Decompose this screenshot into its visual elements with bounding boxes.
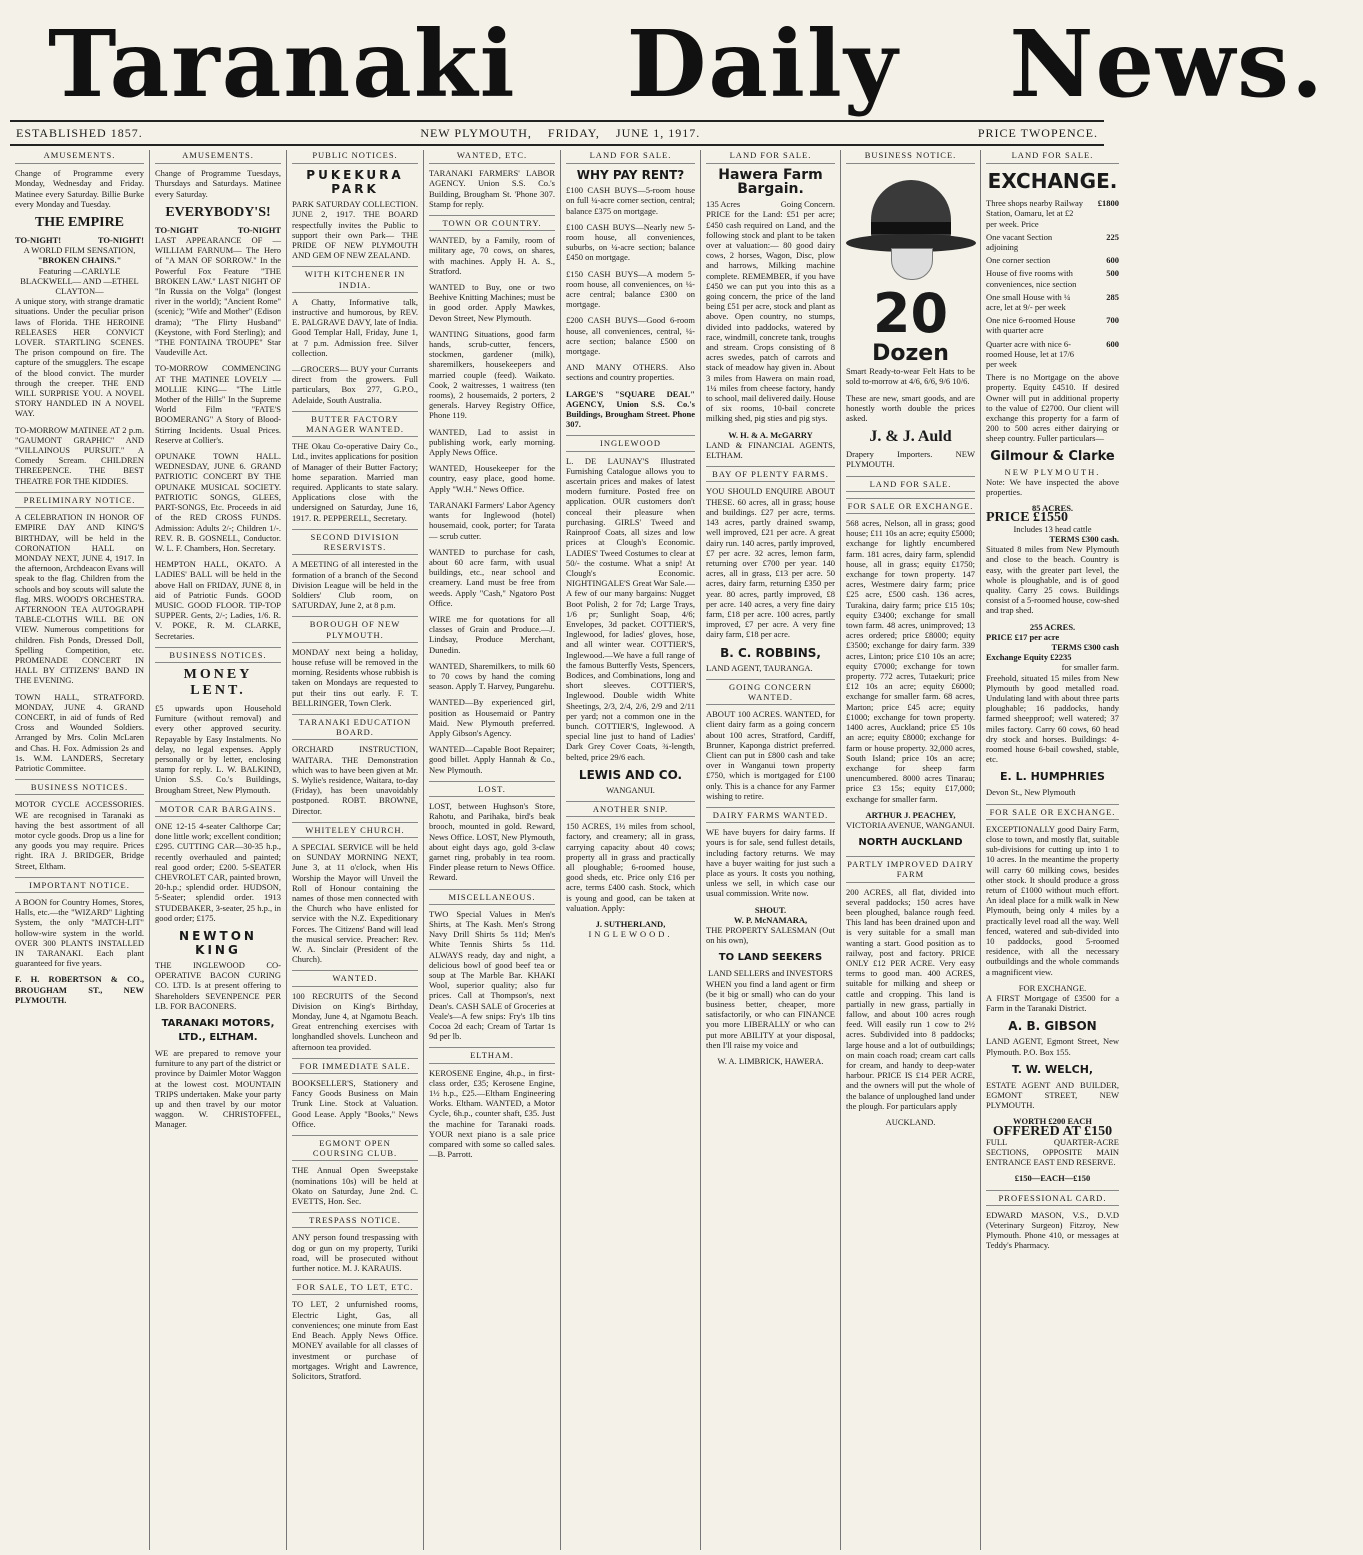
column-header: LAND FOR SALE. — [986, 150, 1119, 164]
dateline — [10, 120, 1104, 146]
listing-price: 285 — [1106, 291, 1119, 302]
exchange-listings: 568 acres, Nelson, all in grass; good house; £11 10s an acre; equity £5000; exchange for lightly encumbered farm. 181 acres, dairy farm, splendid house, all in grass; equity £1750; exchange for town property. 147 acres, Westmere dairy farm; price £25 acre, £500 cash. 136 acres, Turakina, dairy farm; price £15 10s; equity £3400; exchange for small town farm. 48 acres, unimproved; 13 acres ordered; price £8000; equity £3500; exchange for dairy farm. 339 acres, Linton; price £10 10s an acre; equity £7000; exchange for town property. 772 acres, Tutaekuri; price £12 10s an acre; equity £6000; exchange for smaller farm. 68 acres, Marton; price £45 acre; equity £1000; exchange for town property. 1400 acres, Auckland; price £5 10s an acre; equity £8000; exchange for farm or house property. 32,000 acres, South Island; price 10s an acre; exchange for sheep farm unencumbered. 8000 acres Tinarau; price £3 15s; equity £17,000; exchange for smaller farm. — [846, 518, 975, 804]
section-header: IMPORTANT NOTICE. — [15, 877, 144, 893]
robbins: B. C. ROBBINS, — [720, 645, 821, 660]
motor-cycle-ad: MOTOR CYCLE ACCESSORIES. WE are recognised in Taranaki as having the best assortment of all motor cycle goods. Drop us a line for any goods you may require. Prices right. IRA J. BRIDGER, Bridge Street, Eltham. — [15, 799, 144, 871]
column-5 — [561, 150, 701, 1550]
wanted-ad: WANTED, Sharemilkers, to milk 60 to 70 cows by hand the coming season. Apply T. Harvey, Pungarehu. — [429, 660, 555, 692]
section-header: TOWN OR COUNTRY. — [429, 215, 555, 231]
section-header: TRESPASS NOTICE. — [292, 1212, 418, 1228]
exchange-listings — [986, 198, 1119, 369]
welch-sub: ESTATE AGENT AND BUILDER, EGMONT STREET, NEW PLYMOUTH. — [986, 1079, 1119, 1111]
section-header: BUSINESS NOTICES. — [15, 779, 144, 795]
listing-row — [986, 232, 1119, 252]
mcnamara: W. P. McNAMARA, — [733, 914, 808, 925]
listing-price: 225 — [1106, 231, 1119, 242]
column-header: AMUSEMENTS. — [15, 150, 144, 164]
exchange-heading: EXCHANGE. — [987, 169, 1118, 194]
empire-story: A unique story, with strange dramatic situations. Under the peculiar prison laws of Florida. THE HEROINE RELEASES HER CONVICT LOVER. STARTLING SCENES. The prison compound on fire. The capture of the smugglers. The escape of the blood convict. The murder through the creeper. THE END WILL SURPRISE YOU. A NOVEL STORY HANDLED IN A NOVEL WAY. — [15, 296, 144, 419]
includes-cattle: Includes 13 head cattle — [1013, 523, 1092, 534]
listing-row — [986, 292, 1119, 312]
column-8 — [981, 150, 1124, 1550]
column-7 — [841, 150, 981, 1550]
section-header: BUSINESS NOTICES. — [155, 647, 281, 663]
listing-price: 600 — [1106, 338, 1119, 349]
newton-king: NEWTON KING — [179, 929, 257, 957]
north-auckland: NORTH AUCKLAND — [858, 837, 963, 849]
felt-hat-illustration — [846, 170, 976, 280]
motor-car-bargains: ONE 12-15 4-seater Calthorpe Car; done little work; excellent condition; £295. CUTTING CAR—30-35 h.p., recently overhauled and painted; real good order; £200. 5-SEATER CHEVROLET CAR, painted brown, 20-h.p.; splendid order. HUDSON, 5-Seater; splendid order. 1913 STUDEBAKER, 3-seater, 25 h.p., in good order; £175. — [155, 820, 281, 923]
empire-venue: THE EMPIRE — [34, 215, 125, 231]
humphries-sub: Devon St., New Plymouth — [986, 787, 1076, 798]
dairy-farms-body: WE have buyers for dairy farms. If yours is for sale, send fullest details, including factory returns. We may have a buyer waiting for just such a place as yours. It costs you nothing, unless we sell, in which case our usual commission. Write now. — [706, 827, 835, 899]
hempton-ball: HEMPTON HALL, OKATO. A LADIES' BALL will be held in the above Hall on FRIDAY, JUNE 8, in aid of Patriotic Funds. GOOD MUSIC. GOOD FLOOR. TIP-TOP SUPPER. Gents, 2/-; Ladies, 1/6. R. V. POKE, R. M. CLARKE, Secretaries. — [155, 559, 281, 641]
section-header: PROFESSIONAL CARD. — [986, 1190, 1119, 1206]
everybodys-venue: EVERYBODY'S! — [165, 204, 271, 220]
wanted-ad: WANTING Situations, good farm hands, scrub-cutter, fencers, stockmen, gardener (milk), sharemilkers, housekeepers and married couple (feed). Waikato. Cook, 2 waitresses, 1 waitress (ten rooms), 2 housemaids, 2 porters, 2 generals. Harvey Registry Office, Phone 119. — [429, 328, 555, 421]
auld-heading: J. & J. Auld — [869, 428, 952, 446]
taranaki-motors-body: WE are prepared to remove your furniture to any part of the district or province by Daimler Motor Waggon at the lowest cost. MOUNTAIN TRIPS undertaken. Make your party up and then travel by our motor waggon. W. CHRISTOFFEL, Manager. — [155, 1048, 281, 1130]
everybodys-last: LAST APPEARANCE OF —WILLIAM FARNUM— The Hero of "A MAN OF SORROW." In the Powerful Fox Feature "THE BROKEN LAW." LAST NIGHT OF "In Russia on the Volga" (longest river in the world); "Ancient Rome" (scenic); "Wife and Mother" (Edison drama); "The Flirty Husband" (Keystone, with Ford Sterling); and "THE FONTAINA TROUPE" Star Vaudeville Act. — [155, 235, 281, 358]
section-header: ELTHAM. — [429, 1047, 555, 1063]
section-header: EGMONT OPEN COURSING CLUB. — [292, 1135, 418, 1161]
lewis-location: WANGANUI. — [606, 784, 655, 795]
column-header: LAND FOR SALE. — [706, 150, 835, 164]
eltham-ads: KEROSENE Engine, 4h.p., in first-class order, £35; Kerosene Engine, 1½ h.p., £25.—Eltham Engineering Works. Eltham. WANTED, a Motor Cycle, 6h.p., counter shaft, £35. Just the machine for Taranaki roads. YOUR next piano is a sale price compared with some so called sales.—B. Parrott. — [429, 1067, 555, 1160]
tonight-left: TO-NIGHT — [155, 224, 199, 235]
empire-tomorrow: TO-MORROW MATINEE AT 2 p.m. "GAUMONT GRAPHIC" AND "VILLAINOUS PURSUIT." A Comedy Scream. CHILDREN THREEPENCE. THE BEST THEATRE FOR THE KIDDIES. — [15, 424, 144, 486]
money-lent-heading: MONEY LENT. — [183, 666, 253, 698]
wanted-ad: TARANAKI Farmers' Labor Agency wants for Inglewood (hotel) housemaid, cook, porter; for Tarata — scrub cutter. — [429, 499, 555, 541]
another-snip: 150 ACRES, 1½ miles from school, factory, and creamery; all in grass, carrying capacity about 40 cows; property all in grass and practically all ploughable; 6-roomed house, good sheds, etc. Price only £16 per acre, terms £400 cash. Stock, which is young and good, can be taken at valuation. Apply: — [566, 821, 695, 913]
bay-of-plenty-listings: YOU SHOULD ENQUIRE ABOUT THESE. 60 acres, all in grass; house and buildings. £27 per acre, terms. 143 acres, partly drained swamp, well improved, £21 per acre. A great dairy run. 140 acres, partly improved, £7 per acre. 32 acres, lemon farm, returning over £700 per year. 140 acres, all in grass, £13 per acre. 50 acres, dairy farm, returning £350 per year. 80 acres, partly improved, £8 per acre. 140 acres, a very fine dairy farm, £18 per acre. 100 acres, partly improved, £7 per acre. A very fine dairy farm, £18 per acre. — [706, 486, 835, 640]
peachey: ARTHUR J. PEACHEY, — [865, 809, 956, 820]
listing-label: One small House with ¼ acre, let at 9/- per week — [986, 291, 1071, 313]
gilmour-clarke: Gilmour & Clarke — [990, 448, 1115, 464]
section-header: MOTOR CAR BARGAINS. — [155, 801, 281, 817]
price: PRICE TWOPENCE. — [977, 125, 1098, 140]
land-listing: £100 CASH BUYS—5-room house on full ¼-acre corner section, central; balance £375 on mortgage. — [566, 185, 695, 216]
listing-price: 500 — [1106, 268, 1119, 279]
grocers-ad: —GROCERS— BUY your Currants direct from the growers. Full particulars, Box 277, G.P.O., Adelaide, South Australia. — [292, 364, 418, 405]
terms-300b: TERMS £300 cash — [1051, 641, 1119, 652]
coursing-club: THE Annual Open Sweepstake (nominations 10s) will be held at Okato on Saturday, June 2nd. C. EVETTS, Hon. Sec. — [292, 1165, 418, 1207]
opunake-concert: OPUNAKE TOWN HALL. WEDNESDAY, JUNE 6. GRAND PATRIOTIC CONCERT BY THE OPUNAKE MUSICAL SOCIETY. PATRIOTIC SONGS, GLEES, PART-SONGS, Etc. Proceeds in aid of the RED CROSS FUNDS. Admission: Adults 2/-; Children 1/-. REV. R. B. GOSNELL, Conductor. W. L. F. Chambers, Hon. Secretary. — [155, 451, 281, 553]
exchange-equity: Exchange Equity £2235 — [986, 652, 1072, 663]
land-listing: £150 CASH BUYS—A modern 5-room house, all conveniences, on ¼-acre central; balance £300 on mortgage. — [566, 268, 695, 310]
hawera-row — [706, 199, 835, 209]
section-header: GOING CONCERN WANTED. — [706, 679, 835, 705]
section-header: ANOTHER SNIP. — [566, 801, 695, 817]
hats-note: These are new, smart goods, and are honestly worth double the prices asked. — [846, 392, 975, 424]
miscellaneous-ads: TWO Special Values in Men's Shirts, at The Kash. Men's Strong Navy Drill Shirts 5s 11d; Men's White Tennis Shirts 5s 11d. ALWAYS ready, day and night, a delicious bowl of good beef tea or soup at The Marble Bar. KHAKI Wool, superior quality; also fur prices. Call at Thompson's, next Dean's. CASH SALE of Groceries at Veale's—A few snips: Fry's 1lb tins Cocoa 2d each; Cream of Tartar 1s 9d per lb. — [429, 908, 555, 1042]
partly-improved-body: 200 ACRES, all flat, divided into several paddocks; 150 acres have been ploughed, balance rough feed. This land has been drained upon and is very suitable for a small man wanting a start. Good position as to railway, post and factory. PRICE ONLY £12 PER ACRE. Very easy terms to good man. 400 ACRES, suitable for milking and sheep or cattle and cropping. This land is partially in new grass, partially in fallow, and about 100 acres rough feed. Will easily run 1 cow to 2½ acres. Subdivided into 8 paddocks; large house and a lot of outbuildings; on main coach road; cream cart calls for cream, and handy to deep-water harbour. PRICE IS £14 PER ACRE, and the owners will put the whole of the balance of unploughed land under the plough. For particulars apply — [846, 886, 975, 1111]
listing-price: 600 — [1106, 255, 1119, 266]
masthead-word-2: Daily — [626, 10, 900, 118]
section-header: BOROUGH OF NEW PLYMOUTH. — [292, 616, 418, 642]
section-header: INGLEWOOD — [566, 435, 695, 451]
empire-tonight — [15, 235, 144, 245]
recruits-wanted: 100 RECRUITS of the Second Division on King's Birthday, Monday, June 4, at Ngamotu Beach. Great entrenching exercises with longhandled shovels. Luncheon and afternoon tea provided. — [292, 990, 418, 1052]
worth-200: WORTH £200 EACH — [1012, 1116, 1093, 1127]
masthead — [10, 8, 1326, 120]
empire-cast: Featuring —CARLYLE BLACKWELL— AND —ETHEL CLAYTON— — [20, 265, 139, 297]
tonight-right: TO-NIGHT — [237, 224, 281, 235]
section-header: LAND FOR SALE. — [846, 476, 975, 492]
land-seekers: TO LAND SEEKERS — [718, 952, 823, 964]
wanted-ad: WIRE me for quotations for all classes of Grain and Produce.—J. Lindsay, Produce Merchant, Dunedin. — [429, 613, 555, 655]
terms-300: TERMS £300 cash. — [1049, 533, 1119, 544]
everybodys-tomorrow: TO-MORROW COMMENCING AT THE MATINEE LOVELY —MOLLIE KING— "The Little Mother of the Hills" In the Supreme World Film "FATE'S BOOMERANG" A Story of Blood-Stirring Incidents. Usual Prices. Reserve at Collier's. — [155, 363, 281, 445]
first-mortgage: A FIRST Mortgage of £3500 for a Farm in the Taranaki District. — [986, 993, 1119, 1014]
taranaki-motors: TARANAKI MOTORS, LTD., ELTHAM. — [161, 1018, 275, 1044]
tonight-right: TO-NIGHT! — [97, 235, 144, 246]
auckland-sign: AUCKLAND. — [885, 1117, 936, 1127]
listing-price: £1800 — [1097, 198, 1119, 209]
section-header: FOR SALE, TO LET, ETC. — [292, 1279, 418, 1295]
hawera-farm-bargain: Hawera Farm Bargain. — [718, 167, 823, 198]
section-header: MISCELLANEOUS. — [429, 889, 555, 905]
column-6 — [701, 150, 841, 1550]
column-header: AMUSEMENTS. — [155, 150, 281, 164]
column-3 — [287, 150, 424, 1550]
column-header: WANTED, ETC. — [429, 150, 555, 164]
empire-sensation: A WORLD FILM SENSATION, — [23, 245, 136, 256]
limbrick: W. A. LIMBRICK, HAWERA. — [717, 1056, 824, 1067]
bacon-curing: THE INGLEWOOD CO-OPERATIVE BACON CURING CO. LTD. Is at present offering to Shareholders SEVENPENCE PER LB. FOR BACONERS. — [155, 960, 281, 1011]
stratford-concert: TOWN HALL, STRATFORD. MONDAY, JUNE 4. GRAND CONCERT, in aid of funds of Red Cross and Wounded Soldiers. Arranged by Mrs. Colin McLaren and Chas. H. Fox. Admission 2s and 1s. W.M. LANDERS, Secretary Patriotic Committee. — [15, 691, 144, 773]
pukekura-park: PUKEKURA PARK — [306, 168, 404, 197]
listing-row — [986, 198, 1119, 229]
section-header: SECOND DIVISION RESERVISTS. — [292, 529, 418, 555]
inglewood-ads: L. DE LAUNAY'S Illustrated Furnishing Catalogue allows you to ascertain prices and makes of latest modern furniture. Posted free on application. OUR customers don't conceal their pleasure when purchasing. GIRLS' Tweed and Rainproof Coats, all sizes and low prices at Clough's Economic. LADIES' Tweed Costumes to clear at 50/- the costume. What a snip! At Clough's Economic. NIGHTINGALE'S Great War Sale.—A few of our many bargains: Nugget Boot Polish, 2 for 7d; Large Trays, 1/6 pr; Sunlight Soap, 4/6; Envelopes, 3d packet. COTTIER'S, Inglewood, for ladies' gloves, hose, and all winter wear. COTTIER'S, Inglewood.—We have a full range of the famous Butterfly Vests, Spencers, Bodices, and Combinations, long and short sleeves. COTTIER'S, Inglewood. Double width White Sheetings, 2/3, 2/4, 2/6, 2/9 and 2/11 per yard; not a common one in the bunch. COTTIER'S, Inglewood. A special line just to hand of Ladies' Dark Grey Cover Coats, ¾-length, belted, price 29/6 each. — [566, 455, 695, 762]
for-smaller-farm: for smaller farm. — [1061, 662, 1119, 673]
masthead-word-1: Taranaki — [48, 10, 517, 118]
column-header: BUSINESS NOTICE. — [846, 150, 975, 164]
empire-day-celebration: A CELEBRATION IN HONOR OF EMPIRE DAY AND KING'S BIRTHDAY, will be held in the CORONATION HALL on MONDAY NEXT, JUNE 4, 1917. In the afternoon, Archdeacon Evans will speak to the flag. Children from the schools and boy scouts will salute the flag. MRS. WOOD'S ORCHESTRA. AFTERNOON TEA AUTOGRAPH TABLE-CLOTHS WILL BE ON VIEW. Numerous competitions for children. Fish Ponds, Dressed Doll, Spelling Competition, etc. PROMENADE CONCERT IN HALL BY CITIZENS' BAND IN THE EVENING. — [15, 512, 144, 686]
section-header: WHITELEY CHURCH. — [292, 822, 418, 838]
hawera-acres: 135 Acres — [706, 199, 741, 210]
columns — [10, 150, 1119, 1550]
section-header: BAY OF PLENTY FARMS. — [706, 466, 835, 482]
hawera-concern: Going Concern. — [780, 199, 835, 210]
wanted-ad: WANTED to purchase for cash, about 60 acre farm, with usual buildings, etc., near school and creamery. Land must be free from weeds. Apply "Cash," Ngatoro Post Office. — [429, 546, 555, 608]
land-listing: £200 CASH BUYS—Good 6-room house, all conveniences, central, ¼-acre section; balance £500 on mortgage. — [566, 315, 695, 357]
reservists-ad: A MEETING of all interested in the formation of a branch of the Second Division League will be held in the Soldiers' Club room, on SATURDAY, June 2, at 8 p.m. — [292, 559, 418, 611]
quarter-acre: FULL QUARTER-ACRE SECTIONS, OPPOSITE MAIN ENTRANCE EAST END RESERVE. — [986, 1136, 1119, 1168]
issue-place: NEW PLYMOUTH, — [420, 125, 532, 140]
acres-255: 255 ACRES. — [1029, 621, 1076, 632]
offered-150: OFFERED AT £150 — [992, 1123, 1113, 1139]
section-header: LOST. — [429, 781, 555, 797]
listing-row — [986, 268, 1119, 288]
gilmour-note: Note: We have inspected the above properties. — [986, 476, 1119, 498]
listing-label: One nice 6-roomed House with quarter acre — [986, 315, 1076, 336]
exchange-notes: There is no Mortgage on the above property. Equity £4510. If desired Owner will put in additional property to the value of £2700. Our client will exchange this property for a farm of 200 to 500 acres either dairying or sheep country. Fuller particulars— — [986, 372, 1119, 444]
shout: SHOUT. — [754, 904, 787, 915]
butter-factory-ad: THE Okau Co-operative Dairy Co., Ltd., invites applications for position of Manager of their Butter Factory; home separation. Married man required. Applicants to state salary. Applications close with the undersigned on Saturday, June 16, 1917. R. PEPPERELL, Secretary. — [292, 441, 418, 523]
acres-85-body: Situated 8 miles from New Plymouth and close to the beach. Country is easy, with the greater part level, the whole is ploughable, and is of good quality. Carry 25 cows. Buildings consist of a 5-roomed house, cow-shed and trap shed. — [986, 544, 1119, 616]
sutherland: J. SUTHERLAND, — [595, 919, 666, 929]
twenty-number: 20 — [872, 282, 949, 346]
wanted-ad: WANTED to Buy, one or two Beehive Knitting Machines; must be in good order. Apply Mawkes, Devon Street, New Plymouth. — [429, 282, 555, 323]
trespass-notice: ANY person found trespassing with dog or gun on my property, Turiki road, will be prosecuted without further notice. M. J. KARAUIS. — [292, 1232, 418, 1274]
humphries: E. L. HUMPHRIES — [1000, 770, 1105, 784]
lost-ads: LOST, between Hughson's Store, Rahotu, and Parihaka, bird's beak brooch, mounted in gold. Reward, News Office. LOST, New Plymouth, about eight days ago, gold 3-claw garnet ring, probably in tea room. Finder please return to News Office. Reward. — [429, 800, 555, 883]
column-4 — [424, 150, 561, 1550]
listing-row — [986, 339, 1119, 370]
hats-ad: Smart Ready-to-wear Felt Hats to be sold to-morrow at 4/6, 6/6, 9/6 10/6. — [846, 366, 975, 387]
section-header: PARTLY IMPROVED DAIRY FARM — [846, 856, 975, 882]
mcgarry-sub: LAND & FINANCIAL AGENTS, ELTHAM. — [706, 439, 835, 461]
section-header: PRELIMINARY NOTICE. — [15, 492, 144, 508]
mcnamara-sub: THE PROPERTY SALESMAN (Out on his own), — [706, 925, 835, 946]
wanted-ad: WANTED—By experienced girl, position as Housemaid or Pantry Maid. New Plymouth preferred. Apply Gibson's Agency. — [429, 697, 555, 738]
robbins-sub: LAND AGENT, TAURANGA. — [706, 662, 813, 673]
acres-85: 85 ACRES. — [1031, 503, 1074, 514]
listing-label: House of five rooms with conveniences, nice section — [986, 268, 1077, 289]
section-header: WANTED. — [292, 970, 418, 986]
listing-label: Quarter acre with nice 6-roomed House, let at 17/6 per week — [986, 338, 1075, 370]
established: ESTABLISHED 1857. — [16, 125, 143, 140]
each-150: £150—EACH—£150 — [1014, 1173, 1091, 1184]
empire-intro: Change of Programme every Monday, Wednesday and Friday. Matinee every Saturday. Billie Burke every Monday and Tuesday. — [15, 168, 144, 209]
farmers-agency: TARANAKI FARMERS' LABOR AGENCY. Union S.S. Co.'s Building, Brougham St. 'Phone 307. Stamp for reply. — [429, 168, 555, 209]
mcgarry: W. H. & A. McGARRY — [728, 429, 813, 440]
peachey-sub: VICTORIA AVENUE, WANGANUI. — [846, 819, 975, 830]
auld-sub: Drapery Importers. NEW PLYMOUTH. — [846, 449, 975, 470]
section-header: FOR SALE OR EXCHANGE. — [986, 804, 1119, 820]
land-listing: £100 CASH BUYS—Nearly new 5-room house, all conveniences, suburbs, on ¼-acre section; balance £450 on mortgage. — [566, 221, 695, 263]
going-concern-body: ABOUT 100 ACRES. WANTED, for client dairy farm as a going concern about 100 acres, Stratford, Cardiff, Brunner, Kaponga district preferred. Client can put in £800 cash and take over in Wanganui town property £750, which is mortgaged for £100 only. This is a chance for any Farmer wishing to retire. — [706, 709, 835, 801]
immediate-sale: BOOKSELLER'S, Stationery and Fancy Goods Business on Main Trunk Line. Stock at Valuation. Good Lease. Apply "Books," News Office. — [292, 1078, 418, 1129]
wanted-ad: WANTED, by a Family, room of military age, 70 cows, on shares, with machines. Apply H. A. S., Stratford. — [429, 235, 555, 276]
masthead-word-3: News. — [1009, 10, 1326, 118]
hawera-body: PRICE for the Land: £51 per acre; £450 cash required on Land, and the following stock and plant to be taken over at valuation:— 80 good dairy cows, 2 horses, Wagon, Disc, plow and harrows, Milking machine complete. REMEMBER, if you have £450 we can put you into this as a going concern, the price of the land being £51 per acre, stock and plant as above. Open country, no stumps, divided into paddocks, watered by race, windmill, concrete tank, troughs and stream. Crops consisting of 8 acres swedes, patch of carrots and stack of meadow hay given in. About 3 miles from Hawera on main road, 1¼ miles from cheese factory, handy to school, mail delivered daily. House of six rooms, 10-bail concrete milking shed, pig sties and pig stys. — [706, 209, 835, 424]
gibson-sub: LAND AGENT, Egmont Street, New Plymouth. P.O. Box 155. — [986, 1036, 1119, 1057]
wanted-ad: WANTED, Lad to assist in publishing work, early morning. Apply News Office. — [429, 426, 555, 458]
land-seekers-body: WHEN you find a land agent or firm (be it big or small) who can do your business better, cheaper, more satisfactorily, or who can FINANCE you more LIBERALLY or who can put more ABILITY at your disposal, then I'll raise my voice and — [706, 978, 835, 1050]
listing-row — [986, 315, 1119, 335]
lewis-and-co: LEWIS AND CO. — [578, 767, 683, 782]
dozen-label: Dozen — [872, 341, 949, 367]
large-agency: LARGE'S "SQUARE DEAL" AGENCY, Union S.S. Co.'s Buildings, Brougham Street. Phone 307. — [566, 388, 695, 430]
land-sellers: LAND SELLERS and INVESTORS — [708, 968, 833, 979]
price-17: PRICE £17 per acre — [986, 631, 1060, 642]
listing-label: One corner section — [986, 255, 1051, 266]
to-let-ads: TO LET, 2 unfurnished rooms, Electric Light, Gas, all conveniences; one minute from East End Beach. Apply News Office. MONEY available for all classes of investment or purchase of mortgages. Wright and Lawrence, Solicitors, Stratford. — [292, 1299, 418, 1381]
column-header: PUBLIC NOTICES. — [292, 150, 418, 164]
section-header: FOR SALE OR EXCHANGE. — [846, 498, 975, 514]
money-lent-body: £5 upwards upon Household Furniture (without removal) and every other approved security. Repayable by Easy Instalments. No delay, no legal expenses. Apply personally or by letter, enclosing stamp for reply. L. W. BALKIND, Union S.S. Co.'s Buildings, Brougham Street, New Plymouth. — [155, 702, 281, 795]
section-header: WITH KITCHENER IN INDIA. — [292, 266, 418, 292]
exchange-2-body: EXCEPTIONALLY good Dairy Farm, close to town, and mostly flat, suitable sub-divisions for cutting up into 1 to 10 acres. In the meantime the property will carry 60 milking cows, besides other stock. It should produce a gross return of £1000 without much effort. An ideal place for a milk walk in New Plymouth, being only 4 miles by a practically level road all the way. Well fenced, watered and sub-divided into 10 paddocks, good 5-roomed residence, with all the necessary outbuildings and the whole commands a magnificent view. — [986, 823, 1119, 977]
gibson: A. B. GIBSON — [1008, 1019, 1097, 1034]
listing-row — [986, 255, 1119, 265]
issue-day: FRIDAY, — [547, 125, 600, 140]
tonight-left: TO-NIGHT! — [15, 235, 62, 246]
welch: T. W. WELCH, — [1011, 1062, 1094, 1076]
price-1550: PRICE £1550 — [986, 510, 1069, 526]
listing-label: One vacant Section adjoining — [986, 231, 1053, 253]
india-talk: A Chatty, Informative talk, instructive and humorous, by REV. E. PALGRAVE DAVY, late of India. Good Templar Hall, Friday, June 1, at 7 p.m. Admission free. Silver collection. — [292, 296, 418, 358]
mason-card: EDWARD MASON, V.S., D.V.D (Veterinary Surgeon) Fitzroy, New Plymouth. Phone 410, or messages at Teddy's Pharmacy. — [986, 1209, 1119, 1251]
whiteley-church: A SPECIAL SERVICE will be held on SUNDAY MORNING NEXT, June 3, at 11 o'clock, when His Worship the Mayor will Unveil the Roll of Honour containing the names of those men connected with the Church who have enlisted for service with the N.Z. Expeditionary Forces. The Citizens' Band will lead the musical service. Preacher: Rev. W. A. Sinclair (President of the Church). — [292, 841, 418, 965]
acres-255-body: Freehold, situated 15 miles from New Plymouth by good metalled road. Undulating land with about three parts ploughable; 16 paddocks, handy farmed sheepproof; well watered; 37 miles factory. Carry 60 cows, 60 head dry stock and horses. Buildings: 4-roomed house 6-bail cowshed, stable, etc. — [986, 672, 1119, 765]
issue-day-date: JUNE 1, 1917. — [615, 125, 701, 140]
wanted-ad: WANTED—Capable Boot Repairer; good billet. Apply Hannah & Co., New Plymouth. — [429, 744, 555, 775]
sutherland-location: INGLEWOOD. — [588, 929, 673, 940]
park-collection: PARK SATURDAY COLLECTION. JUNE 2, 1917. THE BOARD respectfully invites the Public to support their own Park— THE PRIDE OF NEW PLYMOUTH AND GEM OF NEW ZEALAND. — [292, 199, 418, 261]
section-header: DAIRY FARMS WANTED. — [706, 807, 835, 823]
many-others: AND MANY OTHERS. Also sections and country properties. — [566, 362, 695, 383]
column-1 — [10, 150, 150, 1550]
wizard-lighting-ad: A BOON for Country Homes, Stores, Halls, etc.—the "WIZARD" Lighting System, the only "MATCH-LIT" hollow-wire system in the world. OVER 300 PLANTS INSTALLED IN TARANAKI. Each plant guaranteed for five years. — [15, 897, 144, 969]
column-header: LAND FOR SALE. — [566, 150, 695, 164]
section-header: TARANAKI EDUCATION BOARD. — [292, 714, 418, 740]
empire-film: "BROKEN CHAINS." — [37, 255, 122, 266]
gilmour-location: NEW PLYMOUTH. — [1004, 466, 1101, 477]
borough-notice: MONDAY next being a holiday, house refuse will be removed in the morning. Residents whose rubbish is taken on Mondays are requested to put their tins out early. F. T. BELLRINGER, Town Clerk. — [292, 646, 418, 708]
section-header: FOR IMMEDIATE SALE. — [292, 1058, 418, 1074]
for-exchange: FOR EXCHANGE. — [1018, 982, 1087, 993]
robertson-signature: F. H. ROBERTSON & CO., BROUGHAM ST., NEW PLYMOUTH. — [15, 974, 144, 1005]
everybodys-intro: Change of Programme Tuesdays, Thursdays and Saturdays. Matinee every Saturday. — [155, 168, 281, 199]
education-notice: ORCHARD INSTRUCTION, WAITARA. THE Demonstration which was to have been given at Mr. S. Wylie's residence, Waitara, to-day (Friday), has been unavoidably postponed. ROBT. BROWNE, Director. — [292, 744, 418, 816]
wanted-ad: WANTED, Housekeeper for the country, easy place, good home. Apply "W.H." News Office. — [429, 463, 555, 494]
everybodys-tonight — [155, 225, 281, 235]
section-header: BUTTER FACTORY MANAGER WANTED. — [292, 411, 418, 437]
column-2 — [150, 150, 287, 1550]
listing-price: 700 — [1106, 315, 1119, 326]
why-pay-rent: WHY PAY RENT? — [576, 168, 685, 183]
issue-date — [420, 126, 700, 141]
listing-label: Three shops nearby Railway Station, Oamaru, let at £2 per week. Price — [986, 198, 1084, 229]
